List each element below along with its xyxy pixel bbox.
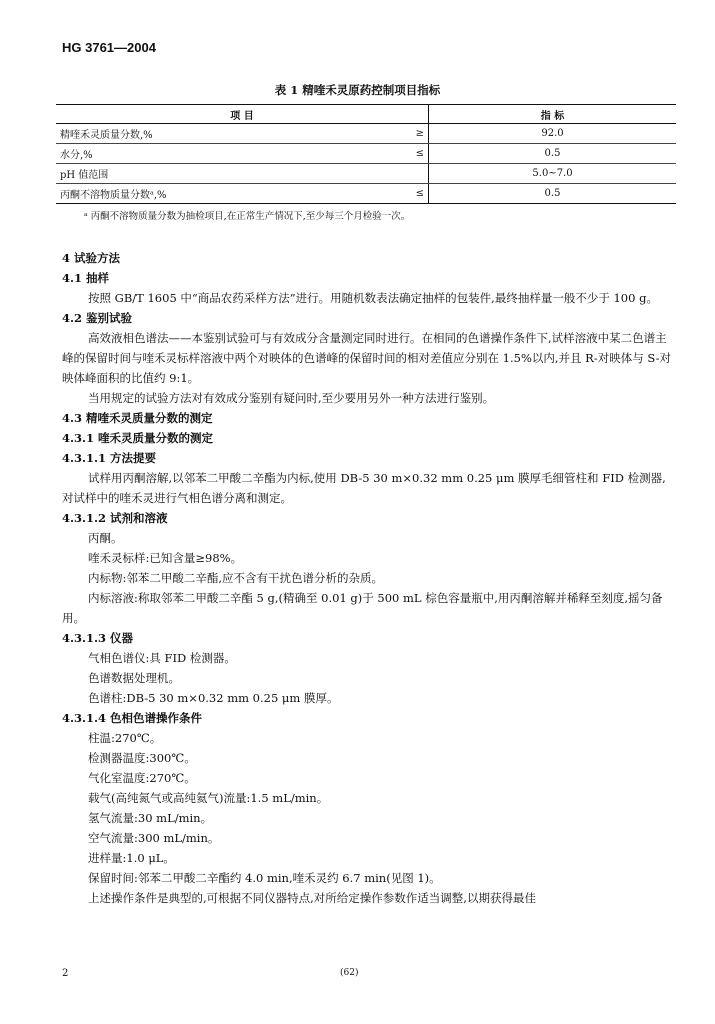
section-heading: 4.3 精喹禾灵质量分数的测定 [62,411,213,425]
row-operator: ≥ [360,124,429,144]
list-line: 氢气流量:30 mL/min。 [88,811,213,825]
table-title: 表 1 精喹禾灵原药控制项目指标 [274,83,441,97]
list-line: 气相色谱仪:具 FID 检测器。 [88,651,236,665]
section-heading: 4.3.1.1 方法提要 [62,451,157,465]
paragraph: 内标溶液:称取邻苯二甲酸二辛酯 5 g,(精确至 0.01 g)于 500 mL 棕色容量瓶中,用丙酮溶解并稀释至刻度,摇匀备用。 [62,591,663,625]
section-heading: 4.3.1.4 色相色谱操作条件 [62,711,203,725]
header-item: 项 目 [56,105,429,124]
section-heading: 4.3.1.2 试剂和溶液 [62,511,168,525]
section-heading: 4 试验方法 [62,251,121,265]
standard-code: HG 3761—2004 [62,40,156,55]
header-value: 指 标 [429,105,677,124]
list-line: 喹禾灵标样:已知含量≥98%。 [88,551,243,565]
table-row [56,144,676,164]
paragraph: 内标物:邻苯二甲酸二辛酯,应不含有干扰色谱分析的杂质。 [88,571,384,585]
paragraph: 上述操作条件是典型的,可根据不同仪器特点,对所给定操作参数作适当调整,以期获得最佳 [88,891,536,905]
paragraph: 高效液相色谱法——本鉴别试验可与有效成分含量测定同时进行。在相同的色谱操作条件下,试样溶液中某二色谱主峰的保留时间与喹禾灵标样溶液中两个对映体的色谱峰的保留时间的相对差值应分别在 1.5%以内,并且 R-对映体与 S-对映体峰面积的比值约 9:1。 [62,331,672,385]
section-heading: 4.3.1 喹禾灵质量分数的测定 [62,431,214,445]
list-line: 检测器温度:300℃。 [88,751,196,765]
row-item: 丙酮不溶物质量分数ᵃ,% [56,184,360,204]
row-value: 0.5 [429,184,677,204]
table-row [56,184,676,204]
list-line: 载气(高纯氮气或高纯氦气)流量:1.5 mL/min。 [88,791,329,805]
indicator-table [56,104,676,204]
list-line: 保留时间:邻苯二甲酸二辛酯约 4.0 min,喹禾灵约 6.7 min(见图 1)。 [88,871,441,885]
section-heading: 4.3.1.3 仪器 [62,631,134,645]
row-item: 水分,% [56,144,360,164]
row-item: pH 值范围 [56,164,360,184]
list-line: 色谱数据处理机。 [88,671,180,685]
row-item: 精喹禾灵质量分数,% [56,124,360,144]
table-footnote: ᵃ 丙酮不溶物质量分数为抽检项目,在正常生产情况下,至少每三个月检验一次。 [84,211,411,222]
list-line: 气化室温度:270℃。 [88,771,196,785]
row-value: 92.0 [429,124,677,144]
row-operator [360,164,429,184]
paragraph: 当用规定的试验方法对有效成分鉴别有疑问时,至少要用另外一种方法进行鉴别。 [88,391,495,405]
list-line: 柱温:270℃。 [88,731,162,745]
row-operator: ≤ [360,184,429,204]
table-row [56,124,676,144]
indicator-table-block [56,104,676,222]
page-number: 2 [62,968,69,979]
table-row [56,164,676,184]
list-line: 丙酮。 [88,531,123,545]
section-heading: 4.1 抽样 [62,271,110,285]
list-line: 色谱柱:DB-5 30 m×0.32 mm 0.25 μm 膜厚。 [88,691,339,705]
list-line: 空气流量:300 mL/min。 [88,831,220,845]
table-header-row [56,105,676,124]
paragraph: 按照 GB/T 1605 中“商品农药采样方法”进行。用随机数表法确定抽样的包装件,最终抽样量一般不少于 100 g。 [88,291,658,305]
row-operator: ≤ [360,144,429,164]
document-body [62,248,674,908]
list-line: 进样量:1.0 μL。 [88,851,175,865]
row-value: 5.0~7.0 [429,164,677,184]
print-number: (62) [340,968,359,978]
section-heading: 4.2 鉴别试验 [62,311,133,325]
row-value: 0.5 [429,144,677,164]
paragraph: 试样用丙酮溶解,以邻苯二甲酸二辛酯为内标,使用 DB-5 30 m×0.32 mm 0.25 μm 膜厚毛细管柱和 FID 检测器,对试样中的喹禾灵进行气相色谱分离和测定。 [62,471,666,505]
